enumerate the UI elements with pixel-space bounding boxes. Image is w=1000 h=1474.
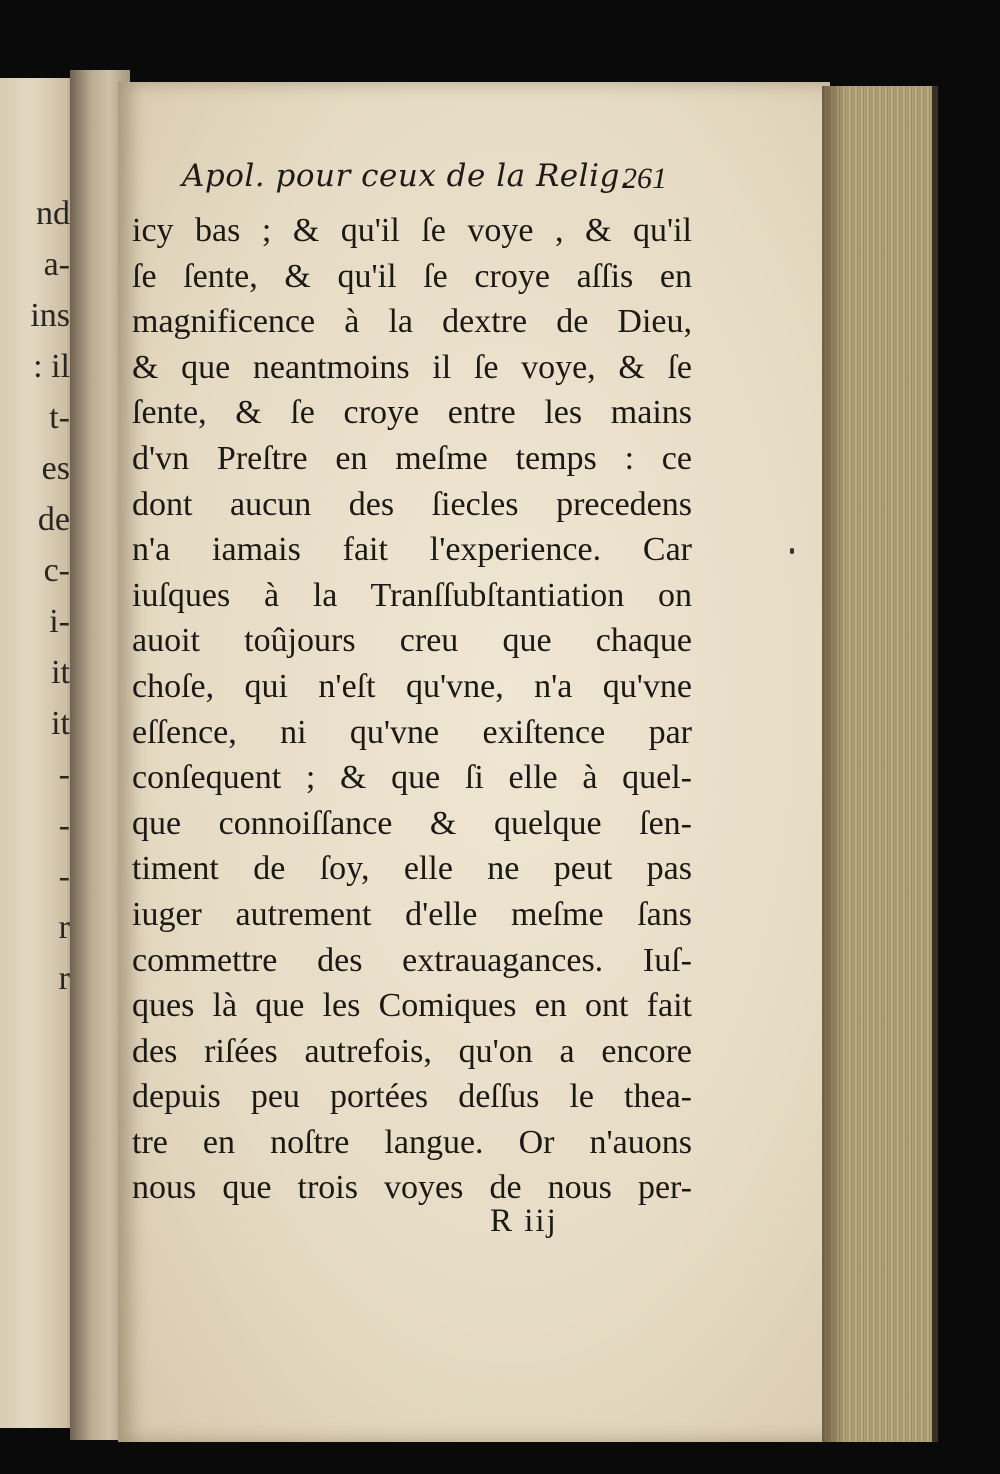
- text-line: commettre des extrauagances. Iuſ-: [132, 941, 692, 979]
- left-fragment: a-: [43, 246, 70, 283]
- text-line: choſe, qui n'eſt qu'vne, n'a qu'vne: [132, 667, 692, 705]
- page-header: [182, 158, 722, 204]
- paper-speck: [790, 548, 794, 554]
- left-fragment: c-: [43, 552, 70, 589]
- left-fragment: r: [58, 909, 70, 946]
- left-fragment: i-: [49, 603, 70, 640]
- left-fragment: r: [58, 960, 70, 997]
- text-line: iuger autrement d'elle meſme ſans: [132, 895, 692, 933]
- text-line: auoit toûjours creu que chaque: [132, 622, 692, 660]
- text-line: ſente, & ſe croye entre les mains: [132, 394, 692, 432]
- text-line: icy bas ; & qu'il ſe voye , & qu'il: [132, 212, 692, 249]
- left-fragment: it: [51, 705, 70, 742]
- signature-mark: R iij: [490, 1203, 558, 1239]
- text-line: conſequent ; & que ſi elle à quel-: [132, 759, 692, 797]
- left-fragment: es: [41, 450, 70, 487]
- text-line: magnificence à la dextre de Dieu,: [132, 303, 692, 341]
- text-line: dont aucun des ſiecles precedens: [132, 485, 692, 523]
- page-number: 261: [622, 162, 667, 195]
- text-line: depuis peu portées deſſus le thea-: [132, 1078, 692, 1116]
- text-line: timent de ſoy, elle ne peut pas: [132, 850, 692, 888]
- left-fragment: ins: [30, 297, 70, 334]
- left-fragment: it: [51, 654, 70, 691]
- text-line: iuſques à la Tranſſubſtantiation on: [132, 576, 692, 614]
- left-fragment: -: [58, 756, 70, 793]
- left-page-text-fragments: [0, 188, 70, 1004]
- left-facing-page: [0, 78, 78, 1428]
- left-fragment: de: [37, 501, 70, 538]
- left-fragment: -: [58, 807, 70, 844]
- left-fragment: -: [58, 858, 70, 895]
- text-line: n'a iamais fait l'experience. Car: [132, 531, 692, 569]
- text-line: que connoiſſance & quelque ſen-: [132, 804, 692, 842]
- text-line: & que neantmoins il ſe voye, & ſe: [132, 348, 692, 386]
- left-fragment: nd: [36, 195, 70, 232]
- running-title: Apol. pour ceux de la Relig.: [182, 158, 631, 194]
- text-line: ques là que les Comiques en ont fait: [132, 987, 692, 1025]
- text-line: nous que trois voyes de nous per-: [132, 1169, 692, 1207]
- text-line: ſe ſente, & qu'il ſe croye aſſis en: [132, 257, 692, 295]
- text-line: des riſées autrefois, qu'on a encore: [132, 1032, 692, 1070]
- text-line: tre en noſtre langue. Or n'auons: [132, 1123, 692, 1161]
- body-text: [132, 208, 692, 1211]
- text-line: d'vn Preſtre en meſme temps : ce: [132, 439, 692, 477]
- fore-edge-shadow: [822, 86, 846, 1442]
- left-fragment: : il: [33, 348, 70, 385]
- left-fragment: t-: [49, 399, 70, 436]
- text-line: eſſence, ni qu'vne exiſtence par: [132, 713, 692, 751]
